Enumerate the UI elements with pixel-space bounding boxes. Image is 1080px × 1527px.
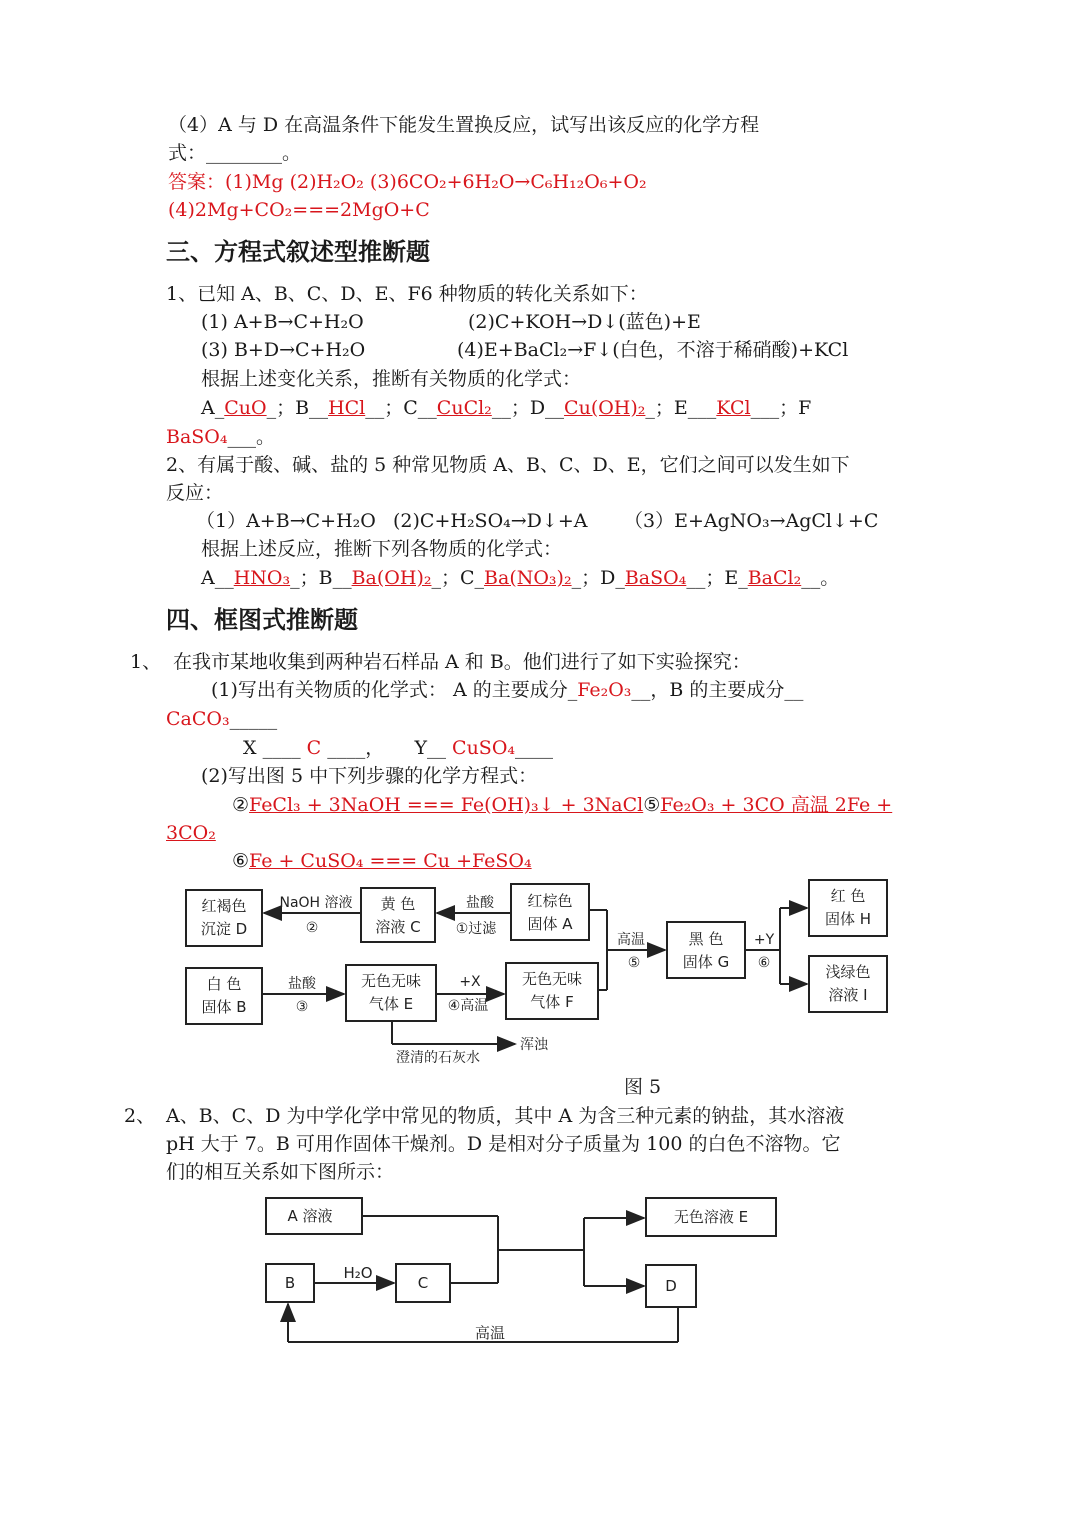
s3q2-reaction2: (2)C+H₂SO₄→D↓+A bbox=[393, 510, 588, 532]
label-y: Y__ bbox=[414, 737, 446, 759]
s3q1-reaction1: (1) A+B→C+H₂O bbox=[201, 311, 364, 333]
q4-prompt-cont: 式：________。 bbox=[168, 142, 302, 164]
label-step2: ② bbox=[305, 920, 319, 936]
answer-e-tail: __。 bbox=[801, 567, 840, 589]
box-c-line2: 溶液 C bbox=[375, 918, 421, 936]
label-turbid: 浑浊 bbox=[520, 1037, 548, 1053]
label-c: __；C__ bbox=[365, 397, 437, 419]
box-d-line1: 红褐色 bbox=[201, 897, 247, 915]
s4q2-number: 2、 bbox=[124, 1105, 156, 1127]
answer-f-tail: ___。 bbox=[227, 426, 276, 448]
box-a-line1: 红棕色 bbox=[527, 892, 573, 910]
box-b-line1: 白 色 bbox=[206, 975, 242, 993]
answer-c: Ba(NO₃)₂ bbox=[484, 567, 572, 589]
box-g-line2: 固体 G bbox=[682, 953, 730, 971]
label-x: X ____ bbox=[243, 737, 301, 759]
eq5-cont: 3CO₂ bbox=[166, 822, 216, 844]
box-c-label: C bbox=[417, 1274, 429, 1292]
s4q1-number: 1、 bbox=[130, 651, 162, 673]
s4q2-stem-line2: pH 大于 7。B 可用作固体干燥剂。D 是相对分子质量为 100 的白色不溶物。它 bbox=[166, 1133, 841, 1155]
q4-answer-line2: (4)2Mg+CO₂===2MgO+C bbox=[168, 199, 430, 221]
answer-d: BaSO₄ bbox=[624, 567, 687, 589]
label-y-tail: ____ bbox=[515, 737, 554, 759]
s4q1-stem: 在我市某地收集到两种岩石样品 A 和 B。他们进行了如下实验探究： bbox=[173, 651, 751, 673]
s3q2-ask: 根据上述反应，推断下列各物质的化学式： bbox=[201, 538, 563, 560]
label-gaowen: 高温 bbox=[474, 1324, 506, 1342]
label-step4: ④高温 bbox=[447, 998, 489, 1014]
label-gaowen: 高温 bbox=[617, 932, 645, 948]
label-a: A__ bbox=[201, 567, 234, 589]
label-b: _；B__ bbox=[290, 567, 352, 589]
s3q1-reaction4: (4)E+BaCl₂→F↓(白色，不溶于稀硝酸)+KCl bbox=[457, 339, 849, 361]
box-a-line2: 固体 A bbox=[527, 915, 573, 933]
s4q2-stem-line1: A、B、C、D 为中学化学中常见的物质，其中 A 为含三种元素的钠盐，其水溶液 bbox=[166, 1105, 845, 1127]
answer-b: HCl bbox=[328, 397, 366, 419]
box-h-line1: 红 色 bbox=[830, 887, 866, 905]
label-x: +X bbox=[459, 974, 481, 990]
label-h2o: H₂O bbox=[343, 1264, 373, 1282]
s3q2-stem: 2、有属于酸、碱、盐的 5 种常见物质 A、B、C、D、E，它们之间可以发生如下 bbox=[166, 454, 850, 476]
box-c-line1: 黄 色 bbox=[380, 895, 416, 913]
answer-a: CuO bbox=[224, 397, 267, 419]
eq2: FeCl₃ + 3NaOH === Fe(OH)₃↓ + 3NaCl bbox=[249, 794, 644, 816]
box-e-line2: 气体 E bbox=[368, 995, 414, 1013]
answer-e: BaCl₂ bbox=[747, 567, 802, 589]
label-x-tail: ____， bbox=[327, 737, 385, 759]
box-d-label: D bbox=[665, 1277, 677, 1295]
box-a-label: A 溶液 bbox=[287, 1207, 333, 1225]
box-f-line1: 无色无味 bbox=[521, 970, 583, 988]
label-step5: ⑤ bbox=[627, 955, 641, 971]
label-e: _；E___ bbox=[645, 397, 717, 419]
s4q1-part1 bbox=[211, 677, 803, 703]
s3q1-stem: 1、已知 A、B、C、D、E、F6 种物质的转化关系如下： bbox=[166, 283, 648, 305]
figure6-diagram bbox=[258, 1190, 788, 1350]
s4q2-stem-line3: 们的相互关系如下图所示： bbox=[166, 1161, 395, 1183]
label-a: A_ bbox=[201, 397, 225, 419]
s3q2-reaction3: （3）E+AgNO₃→AgCl↓+C bbox=[624, 510, 879, 532]
eq5-number: ⑤ bbox=[643, 794, 661, 816]
label-y: +Y bbox=[753, 932, 775, 948]
s4q1-part2: (2)写出图 5 中下列步骤的化学方程式： bbox=[201, 765, 538, 787]
label-c: _；C_ bbox=[431, 567, 485, 589]
s3q1-answers-cont bbox=[166, 424, 275, 450]
box-g-line1: 黑 色 bbox=[688, 930, 724, 948]
eq6: Fe + CuSO₄ === Cu +FeSO₄ bbox=[249, 850, 532, 872]
s3q1-answers bbox=[201, 395, 811, 421]
answer-y: CuSO₄ bbox=[452, 737, 516, 759]
label-d: __；D__ bbox=[491, 397, 565, 419]
answer-c: CuCl₂ bbox=[436, 397, 492, 419]
label-lime-water: 澄清的石灰水 bbox=[396, 1050, 480, 1066]
box-d-line2: 沉淀 D bbox=[200, 920, 248, 938]
label-e: __；E_ bbox=[686, 567, 748, 589]
eq2-number: ② bbox=[232, 794, 250, 816]
q4-answer-line1: 答案：(1)Mg (2)H₂O₂ (3)6CO₂+6H₂O→C₆H₁₂O₆+O₂ bbox=[168, 171, 647, 193]
s4q1-equations bbox=[232, 792, 892, 818]
label-hcl1: 盐酸 bbox=[466, 895, 494, 911]
figure5-diagram bbox=[170, 876, 900, 1072]
box-e-line1: 无色无味 bbox=[360, 972, 422, 990]
s3q2-reaction1: （1）A+B→C+H₂O bbox=[196, 510, 376, 532]
answer-b-tail: _____ bbox=[229, 708, 278, 730]
label-step6: ⑥ bbox=[757, 955, 771, 971]
q4-prompt: （4）A 与 D 在高温条件下能发生置换反应，试写出该反应的化学方程 bbox=[168, 114, 760, 136]
answer-e: KCl bbox=[716, 397, 751, 419]
answer-b: CaCO₃ bbox=[166, 708, 230, 730]
s4q1-part1-cont bbox=[166, 706, 277, 732]
section4-title: 四、框图式推断题 bbox=[166, 606, 358, 634]
eq6-number: ⑥ bbox=[232, 850, 250, 872]
s4q1-xy bbox=[243, 735, 553, 761]
label-step3: ③ bbox=[295, 999, 309, 1015]
box-f-line2: 气体 F bbox=[530, 993, 574, 1011]
s3q1-ask: 根据上述变化关系，推断有关物质的化学式： bbox=[201, 368, 582, 390]
label-hcl2: 盐酸 bbox=[288, 976, 316, 992]
s4q1-eq6 bbox=[232, 848, 532, 874]
box-b-label: B bbox=[284, 1274, 296, 1292]
box-i-line2: 溶液 I bbox=[828, 986, 868, 1004]
box-h-line2: 固体 H bbox=[824, 910, 872, 928]
label-d: _；D_ bbox=[571, 567, 625, 589]
answer-x: C bbox=[306, 737, 322, 759]
label-b: _；B__ bbox=[266, 397, 329, 419]
eq5: Fe₂O₃ + 3CO 高温 2Fe + bbox=[660, 794, 893, 816]
answer-b: Ba(OH)₂ bbox=[351, 567, 432, 589]
s3q2-stem-cont: 反应： bbox=[166, 482, 224, 504]
label-step1: ①过滤 bbox=[455, 921, 497, 937]
s3q2-answers bbox=[201, 565, 839, 591]
section3-title: 三、方程式叙述型推断题 bbox=[166, 238, 430, 266]
part1-mid: __，B 的主要成分__ bbox=[631, 679, 804, 701]
answer-f: BaSO₄ bbox=[166, 426, 228, 448]
s3q1-reaction2: (2)C+KOH→D↓(蓝色)+E bbox=[468, 311, 701, 333]
answer-a: Fe₂O₃ bbox=[577, 679, 632, 701]
answer-d: Cu(OH)₂ bbox=[564, 397, 646, 419]
box-b-line2: 固体 B bbox=[201, 998, 247, 1016]
box-e-label: 无色溶液 E bbox=[673, 1208, 749, 1226]
label-naoh: NaOH 溶液 bbox=[279, 895, 353, 911]
label-f: ___；F bbox=[750, 397, 812, 419]
box-i-line1: 浅绿色 bbox=[825, 963, 871, 981]
answer-a: HNO₃ bbox=[233, 567, 291, 589]
part1-prefix: (1)写出有关物质的化学式： A 的主要成分_ bbox=[211, 679, 578, 701]
figure5-caption: 图 5 bbox=[624, 1076, 662, 1098]
s3q1-reaction3: (3) B+D→C+H₂O bbox=[201, 339, 366, 361]
